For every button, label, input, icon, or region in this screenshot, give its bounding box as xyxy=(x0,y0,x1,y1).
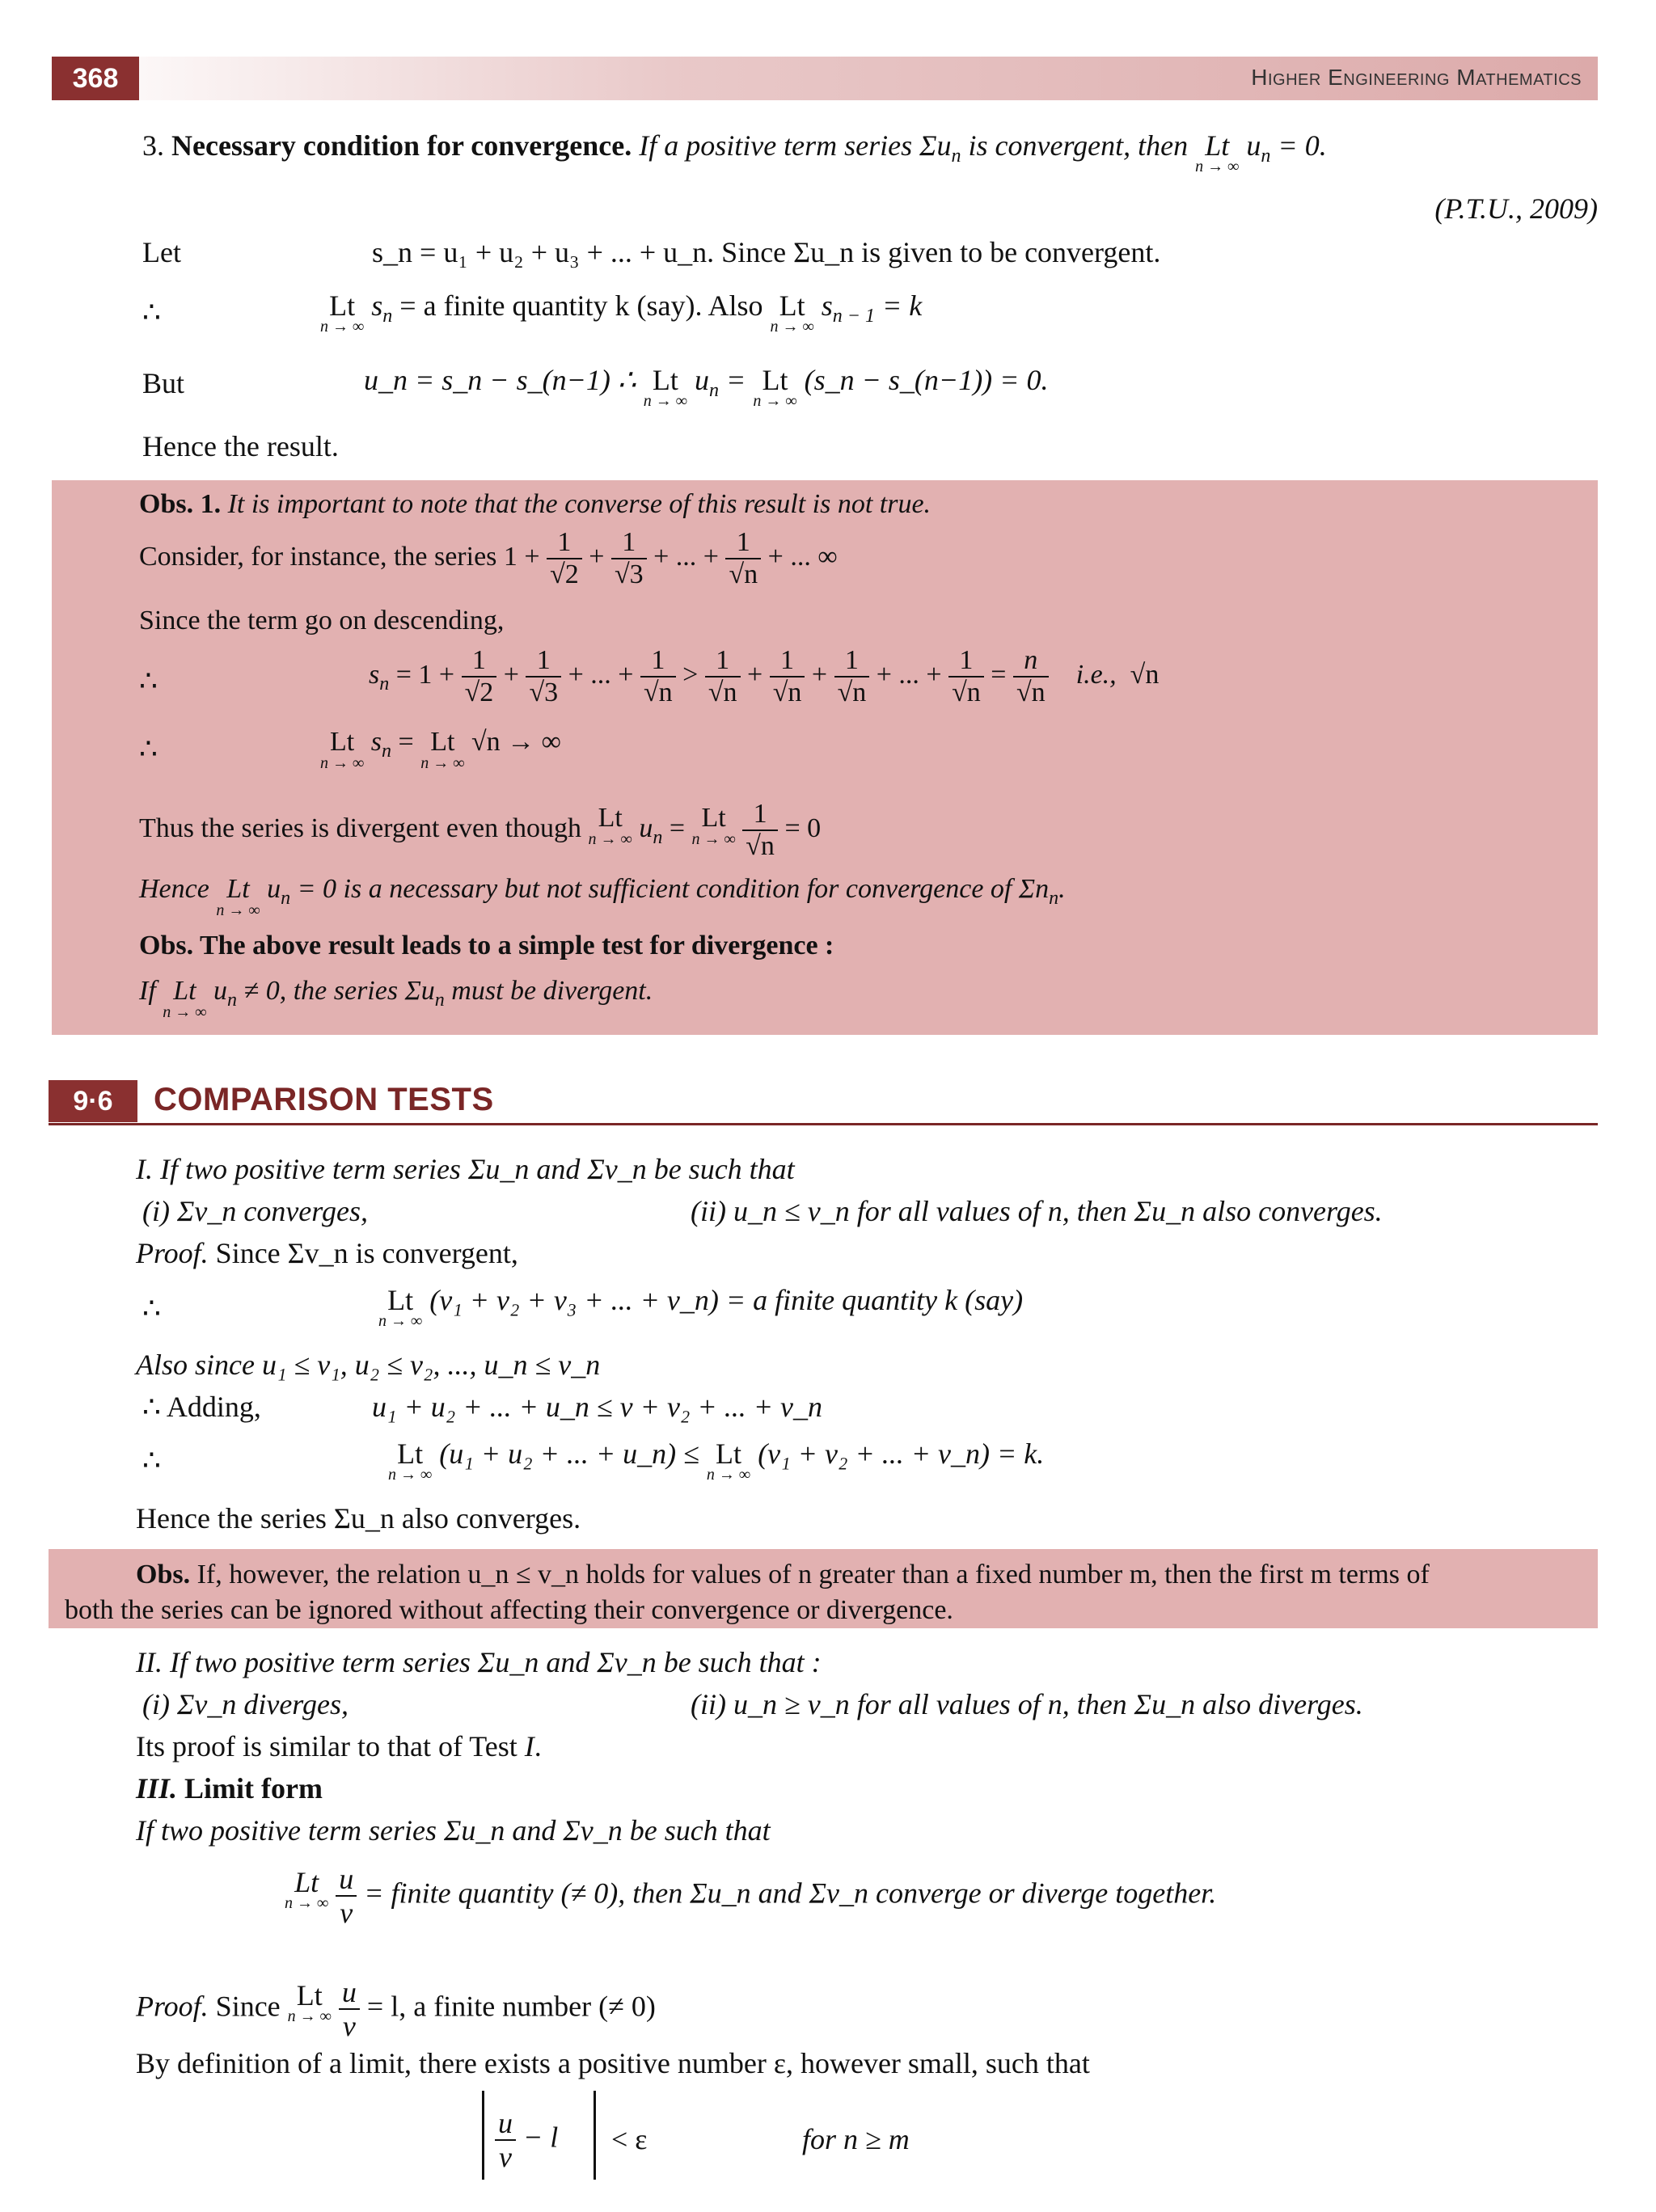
abs-expression: $\frac{u}{v}$ − l xyxy=(495,2109,558,2172)
proof-line-2: Lt n → ∞ $s_n = a$ finite quantity k (say). Also Lt n → ∞ $s_{n - 1} = k$ xyxy=(320,289,923,336)
test1-eq3: Lt n → ∞ (u₁ + u₂ + ... + u_n) ≤ Lt n → ∞ (v₁ + v₂ + ... + v_n) = k. xyxy=(388,1437,1045,1484)
section-rule xyxy=(49,1123,1598,1125)
but-label: But xyxy=(142,367,185,399)
hence-result: Hence the result. xyxy=(142,430,339,462)
test3-proof: Proof. Since Lt n → ∞ $\frac{u}{v}$ = l, a finite number (≠ 0) xyxy=(136,1976,656,2042)
obs1-series: Consider, for instance, the series 1 + $\frac{1}{√2}$ + $\frac{1}{√3}$ + ... + $\frac{1}{√n}$ + ... ∞ xyxy=(139,527,838,589)
abs-bar-left xyxy=(482,2091,484,2180)
test1-proof: Proof. Since Σv_n is convergent, xyxy=(136,1237,518,1269)
obs1-limit: Lt n → ∞ $s_n$ = Lt n → ∞ √n → ∞ xyxy=(320,727,561,772)
section-number: 9·6 xyxy=(49,1080,137,1122)
obs3-line-1: Obs. If, however, the relation u_n ≤ v_n holds for values of n greater than a fixed number m, then the first m terms of xyxy=(136,1560,1430,1589)
test2-proof: Its proof is similar to that of Test I. xyxy=(136,1730,542,1762)
test3-definition: By definition of a limit, there exists a positive number ε, however small, such that xyxy=(136,2047,1090,2079)
test3-if: If two positive term series Σu_n and Σv_n be such that xyxy=(136,1814,771,1847)
obs1-title: Obs. 1. It is important to note that the converse of this result is not true. xyxy=(139,489,932,519)
source-ref: (P.T.U., 2009) xyxy=(1434,192,1598,225)
obs2-title: Obs. The above result leads to a simple test for divergence : xyxy=(139,931,834,960)
proof-line-1: s_n = u₁ + u₂ + u₃ + ... + u_n. Since Σu_n is given to be convergent. xyxy=(372,236,1161,268)
test1-condition-1: (i) Σv_n converges, xyxy=(142,1195,368,1227)
test1-also: Also since u₁ ≤ v₁, u₂ ≤ v₂, ..., u_n ≤ v_n xyxy=(136,1349,601,1381)
book-title: Higher Engineering Mathematics xyxy=(1251,65,1582,90)
section-title: COMPARISON TESTS xyxy=(154,1082,494,1117)
epsilon-bound: < ε xyxy=(611,2123,648,2155)
obs3-line-2: both the series can be ignored without affecting their convergence or divergence. xyxy=(65,1595,953,1625)
test2-condition-1: (i) Σv_n diverges, xyxy=(142,1688,349,1720)
obs1-since: Since the term go on descending, xyxy=(139,606,505,635)
theorem-title: Necessary condition for convergence. xyxy=(171,129,632,162)
test3-heading: III. Limit form xyxy=(136,1772,323,1805)
obs1-sn-inequality: $s_n = 1$ + $\frac{1}{√2}$ + $\frac{1}{√3}$ + ... + $\frac{1}{√n}$ > $\frac{1}{√n}$ + $\frac{1}{√n}$ + $\frac{1}{√n}$ + ... + $\frac{1}{√n}$ = $\frac{n}{√n}$ i.e., √n xyxy=(369,645,1160,707)
test1-eq1: Lt n → ∞ (v₁ + v₂ + v₃ + ... + v_n) = a finite quantity k (say) xyxy=(378,1284,1024,1330)
test1-heading: I. If two positive term series Σu_n and Σv_n be such that xyxy=(136,1153,795,1185)
test1-condition-2: (ii) u_n ≤ v_n for all values of n, then Σu_n also converges. xyxy=(691,1195,1383,1227)
abs-bar-right xyxy=(594,2091,596,2180)
obs2-divergence-test: If Lt n → ∞ $u_n \ne 0$, the series $\Sigma u_n$ must be divergent. xyxy=(139,976,653,1021)
test1-eq2: u₁ + u₂ + ... + u_n ≤ v + v₂ + ... + v_n xyxy=(372,1391,822,1423)
page-header xyxy=(52,57,1598,100)
test1-hence: Hence the series Σu_n also converges. xyxy=(136,1502,581,1534)
obs1-hence: Hence Lt n → ∞ $u_n = 0$ is a necessary but not sufficient condition for convergence of $\Sigma n_n$. xyxy=(139,874,1066,919)
test3-statement: Lt n → ∞ $\frac{u}{v}$ = finite quantity (≠ 0), then Σu_n and Σv_n converge or diverge together. xyxy=(285,1863,1217,1929)
test2-condition-2: (ii) u_n ≥ v_n for all values of n, then Σu_n also diverges. xyxy=(691,1688,1363,1720)
let-label: Let xyxy=(142,236,181,268)
obs1-thus: Thus the series is divergent even though Lt n → ∞ $u_n$ = Lt n → ∞ $\frac{1}{√n}$ = 0 xyxy=(139,799,822,861)
limit: Lt n → ∞ xyxy=(1195,129,1240,175)
test2-heading: II. If two positive term series Σu_n and Σv_n be such that : xyxy=(136,1646,822,1678)
for-n-ge-m: for n ≥ m xyxy=(802,2123,910,2155)
therefore-symbol: ∴ xyxy=(142,296,161,328)
page-number: 368 xyxy=(52,57,139,100)
theorem-3: 3. Necessary condition for convergence. If a positive term series $\Sigma u_n$ is convergent, then Lt n → ∞ $u_n = 0$. xyxy=(142,129,1327,175)
proof-line-3: u_n = s_n − s_(n−1) ∴ Lt n → ∞ $u_n$ = Lt n → ∞ (s_n − s_(n−1)) = 0. xyxy=(364,364,1049,410)
test1-adding: ∴ Adding, xyxy=(142,1391,261,1423)
